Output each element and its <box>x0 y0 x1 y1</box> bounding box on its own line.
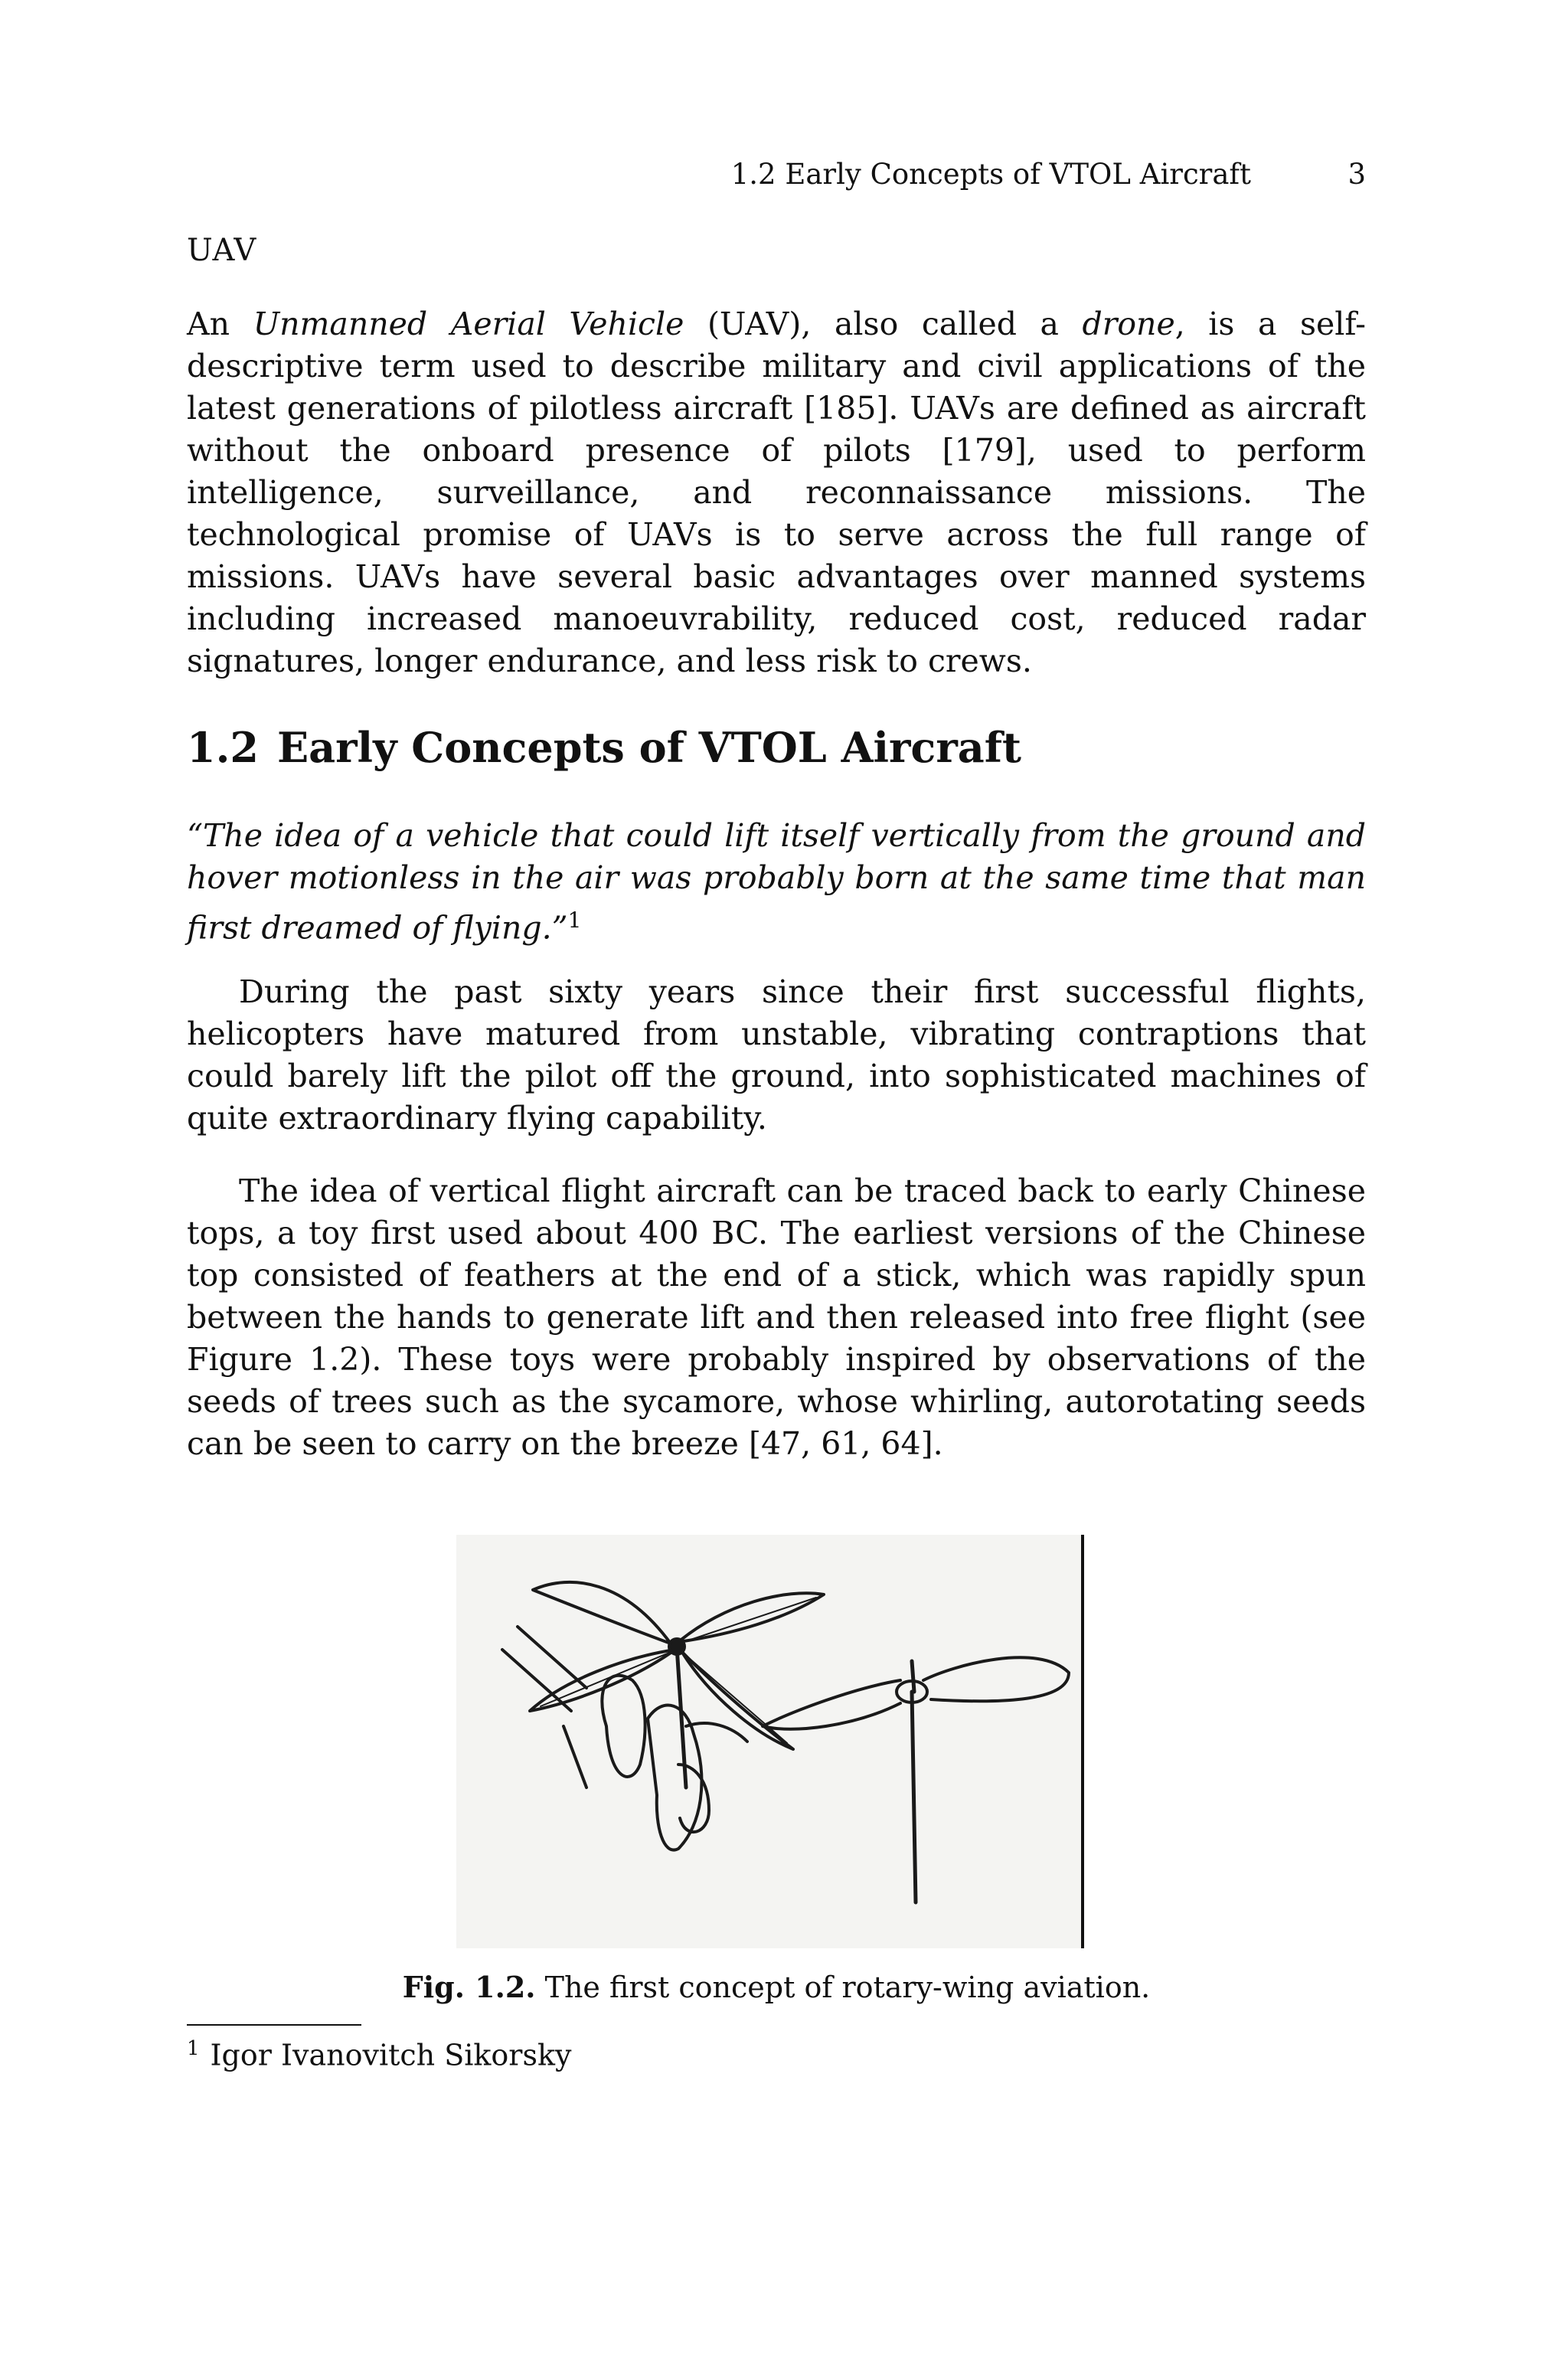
uav-heading: UAV <box>187 233 257 268</box>
page-number: 3 <box>1348 158 1366 191</box>
chinese-top-illustration <box>456 1535 1081 1948</box>
footnote-divider <box>187 2024 361 2026</box>
figure-frame-rule <box>1081 1535 1084 1948</box>
footnote-mark: 1 <box>187 2037 200 2060</box>
footnote-text: Igor Ivanovitch Sikorsky <box>210 2038 572 2072</box>
figure-label: Fig. 1.2. <box>402 1970 536 2004</box>
running-title: 1.2 Early Concepts of VTOL Aircraft <box>730 158 1251 191</box>
figure-caption-text: The first concept of rotary-wing aviation. <box>535 1971 1151 2004</box>
section-number: 1.2 <box>187 723 259 772</box>
helicopter-text: During the past sixty years since their first successful flights, helicopters have matured from unstable, vibrating contraptions that could barely lift the pilot off the ground, into sophisticated machines of quite extraordinary flying capability. <box>187 973 1366 1137</box>
helicopter-paragraph <box>187 971 1366 1140</box>
uav-text-rest: , is a self-descriptive term used to describe military and civil applications of the latest generations of pilotless aircraft [185]. UAVs are defined as aircraft without the onboard presence of pilots [179], used to perform intelligence, surveillance, and reconnaissance missions. The technological promise of UAVs is to serve across the full range of missions. UAVs have several basic advantages over manned systems including increased manoeuvrability, reduced cost, reduced radar signatures, longer endurance, and less risk to crews. <box>187 306 1366 679</box>
uav-term: Unmanned Aerial Vehicle <box>253 306 684 342</box>
section-heading <box>187 723 1021 772</box>
quote-text: “The idea of a vehicle that could lift itself vertically from the ground and hover motionless in the air was probably born at the same time that man first dreamed of flying.” <box>187 817 1366 947</box>
uav-alias: drone <box>1082 306 1175 342</box>
uav-text-start: An <box>187 306 253 342</box>
uav-paragraph <box>187 303 1366 682</box>
footnote <box>187 2037 571 2072</box>
figure-caption <box>187 1970 1366 2004</box>
uav-text-mid: (UAV), also called a <box>684 306 1083 342</box>
figure-chinese-top <box>456 1535 1084 1948</box>
epigraph-quote <box>187 815 1366 950</box>
section-title: Early Concepts of VTOL Aircraft <box>276 723 1021 772</box>
chinese-tops-paragraph <box>187 1170 1366 1465</box>
quote-footnote-mark: 1 <box>567 908 582 933</box>
running-head <box>187 158 1366 196</box>
chinese-tops-text: The idea of vertical flight aircraft can be traced back to early Chinese tops, a toy first used about 400 BC. The earliest versions of the Chinese top consisted of feathers at the end of a stick, which was rapidly spun between the hands to generate lift and then released into free flight (see Figure 1.2). These toys were probably inspired by observations of the seeds of trees such as the sycamore, whose whirling, autorotating seeds can be seen to carry on the breeze [47, 61, 64]. <box>187 1173 1366 1462</box>
